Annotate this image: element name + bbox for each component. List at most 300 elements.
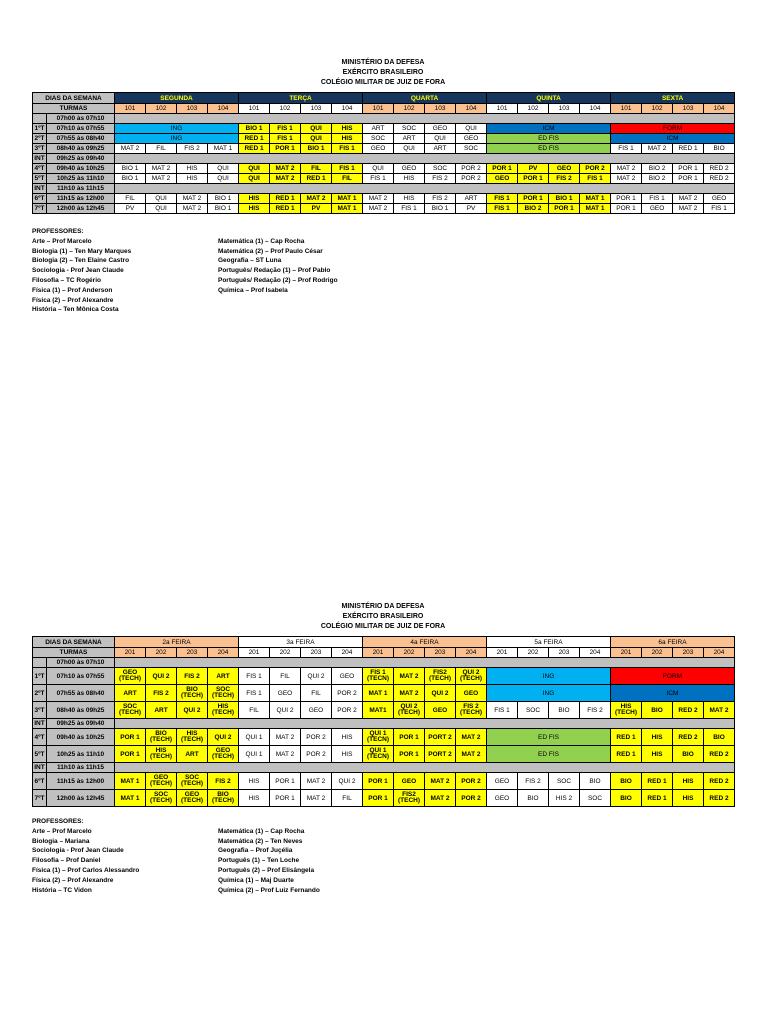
professor-entry: Matemática (1) – Cap Rocha bbox=[218, 827, 305, 835]
table-cell: 10h25 às 11h10 bbox=[47, 174, 115, 184]
table-cell: FIS 1 bbox=[487, 194, 518, 204]
professors-right-column bbox=[218, 817, 618, 895]
table-cell: 203 bbox=[425, 648, 456, 658]
professor-entry: Matemática (2) – Ten Neves bbox=[218, 837, 303, 845]
table-cell: ART bbox=[177, 746, 208, 763]
table-cell: 1ºT bbox=[33, 668, 47, 685]
table-cell: FIL bbox=[332, 790, 363, 807]
table-cell: 103 bbox=[425, 104, 456, 114]
table-cell: TURMAS bbox=[33, 648, 115, 658]
table-cell: BIO (TECH) bbox=[146, 729, 177, 746]
table-cell: 09h25 às 09h40 bbox=[47, 154, 115, 164]
table-cell: FIS 2 bbox=[549, 174, 580, 184]
table-row bbox=[33, 204, 735, 214]
professors-left-list bbox=[32, 237, 218, 315]
header-line-army: EXÉRCITO BRASILEIRO bbox=[342, 613, 424, 620]
table-cell: BIO bbox=[611, 790, 642, 807]
table-cell: FORM bbox=[611, 124, 735, 134]
table-cell: RED 1 bbox=[642, 790, 673, 807]
table-cell: GEO bbox=[487, 773, 518, 790]
table-cell: 09h40 às 10h25 bbox=[47, 164, 115, 174]
table-cell: 204 bbox=[704, 648, 735, 658]
table-cell: FIL bbox=[332, 174, 363, 184]
table-cell: MAT1 bbox=[363, 702, 394, 719]
table-cell: 3a FEIRA bbox=[239, 637, 363, 648]
table-cell: 201 bbox=[239, 648, 270, 658]
table-cell: 5a FEIRA bbox=[487, 637, 611, 648]
table-cell: QUI 1 (TECN) bbox=[363, 729, 394, 746]
table-cell: FIS 2 bbox=[580, 702, 611, 719]
table-cell: FIS 2 bbox=[146, 685, 177, 702]
table-cell: SOC bbox=[394, 124, 425, 134]
table-cell: HIS bbox=[394, 194, 425, 204]
table-cell: QUI 2 bbox=[301, 668, 332, 685]
table-cell: GEO bbox=[487, 174, 518, 184]
header-line-army: EXÉRCITO BRASILEIRO bbox=[342, 69, 424, 76]
table-cell: MAT 2 bbox=[363, 204, 394, 214]
table-cell: QUI 2 (TECH) bbox=[394, 702, 425, 719]
table-cell: RED 2 bbox=[704, 174, 735, 184]
table-cell: MAT 2 bbox=[394, 668, 425, 685]
table-cell: 102 bbox=[518, 104, 549, 114]
table-cell: BIO 2 bbox=[518, 204, 549, 214]
table-cell: 4ºT bbox=[33, 729, 47, 746]
table-cell: 102 bbox=[270, 104, 301, 114]
table-cell: BIO bbox=[611, 773, 642, 790]
table-cell: FIS 1 bbox=[239, 668, 270, 685]
table-cell: 102 bbox=[394, 104, 425, 114]
table-cell: RED 2 bbox=[704, 790, 735, 807]
professor-entry: Química (2) – Prof Luiz Fernando bbox=[218, 886, 320, 894]
table-cell: FIS 1 bbox=[611, 144, 642, 154]
table-cell: POR 1 bbox=[673, 174, 704, 184]
table-cell: BIO 1 bbox=[549, 194, 580, 204]
table-cell: POR 2 bbox=[332, 702, 363, 719]
table-cell: RED 1 bbox=[642, 773, 673, 790]
table-cell bbox=[115, 154, 735, 164]
professor-entry: Física (2) – Prof Alexandre bbox=[32, 296, 114, 304]
table-cell: BIO bbox=[549, 702, 580, 719]
table-cell: MAT 2 bbox=[642, 144, 673, 154]
professor-entry: Física (1) – Prof Carlos Alessandro bbox=[32, 866, 140, 874]
table-cell: HIS bbox=[673, 773, 704, 790]
table-cell: SOC (TECH) bbox=[115, 702, 146, 719]
table-cell: BIO bbox=[673, 746, 704, 763]
table-cell: FIS 1 bbox=[332, 144, 363, 154]
table-cell: 202 bbox=[394, 648, 425, 658]
table-cell: RED 2 bbox=[673, 702, 704, 719]
table-cell: GEO bbox=[270, 685, 301, 702]
header-line-school: COLÉGIO MILITAR DE JUIZ DE FORA bbox=[320, 623, 446, 630]
table-cell: GEO bbox=[363, 144, 394, 154]
professors-right-list bbox=[218, 237, 618, 296]
table-cell: 5ºT bbox=[33, 746, 47, 763]
table-cell: MAT 2 bbox=[301, 194, 332, 204]
table-cell: QUI bbox=[394, 144, 425, 154]
table-cell: MAT 1 bbox=[580, 204, 611, 214]
table-cell: HIS bbox=[332, 746, 363, 763]
table-cell: QUI bbox=[456, 124, 487, 134]
table-cell: HIS bbox=[177, 174, 208, 184]
table-cell: QUI 2 (TECH) bbox=[456, 668, 487, 685]
table-cell: GEO bbox=[456, 685, 487, 702]
table-cell: SOC (TECH) bbox=[177, 773, 208, 790]
table-cell: GEO bbox=[549, 164, 580, 174]
table-cell: BIO bbox=[642, 702, 673, 719]
table-cell: POR 1 bbox=[394, 729, 425, 746]
table-cell: GEO bbox=[642, 204, 673, 214]
table-cell bbox=[33, 114, 47, 124]
table-cell: POR 2 bbox=[332, 685, 363, 702]
header-line-ministry: MINISTÉRIO DA DEFESA bbox=[341, 603, 425, 610]
table-cell: 12h00 às 12h45 bbox=[47, 204, 115, 214]
table-cell: 101 bbox=[115, 104, 146, 114]
table-cell: MAT 1 bbox=[332, 204, 363, 214]
table-body bbox=[33, 637, 735, 807]
table-cell: 204 bbox=[456, 648, 487, 658]
table-cell: PORT 2 bbox=[425, 746, 456, 763]
table-cell: ING bbox=[487, 668, 611, 685]
table-row bbox=[33, 144, 735, 154]
table-cell: FIS 2 bbox=[177, 144, 208, 154]
table-cell: GEO bbox=[394, 164, 425, 174]
table-cell: QUI bbox=[239, 164, 270, 174]
schedule-section-second-grade bbox=[32, 602, 734, 895]
professor-entry: Sociologia - Prof Jean Claude bbox=[32, 267, 124, 275]
table-cell: POR 1 bbox=[673, 164, 704, 174]
table-cell: 3ºT bbox=[33, 702, 47, 719]
table-cell: 101 bbox=[239, 104, 270, 114]
table-cell: DIAS DA SEMANA bbox=[33, 93, 115, 104]
table-cell: 102 bbox=[642, 104, 673, 114]
document-header bbox=[32, 58, 734, 88]
table-cell: FIS 2 bbox=[208, 773, 239, 790]
table-cell: INT bbox=[34, 720, 45, 727]
table-cell: SOC bbox=[580, 790, 611, 807]
table-cell: POR 2 bbox=[580, 164, 611, 174]
table-cell: TURMAS bbox=[33, 104, 115, 114]
table-cell bbox=[115, 763, 735, 773]
professor-entry: Sociologia - Prof Jean Claude bbox=[32, 847, 124, 855]
table-cell: SOC bbox=[549, 773, 580, 790]
table-cell: FIS2 (TECH) bbox=[425, 668, 456, 685]
table-cell: BIO bbox=[704, 729, 735, 746]
table-cell: HIS bbox=[332, 729, 363, 746]
table-cell: POR 1 bbox=[611, 194, 642, 204]
professors-left-column bbox=[32, 817, 218, 895]
professor-entry: Português (2) – Prof Elisângela bbox=[218, 866, 315, 874]
professor-entry: História – TC Vidon bbox=[32, 886, 92, 894]
table-cell: ART bbox=[363, 124, 394, 134]
table-cell: POR 1 bbox=[115, 746, 146, 763]
table-cell: 103 bbox=[177, 104, 208, 114]
table-cell: FIS 1 bbox=[332, 164, 363, 174]
table-cell: RED 1 bbox=[611, 746, 642, 763]
professor-entry: Matemática (1) – Cap Rocha bbox=[218, 237, 305, 245]
table-cell: HIS bbox=[239, 194, 270, 204]
table-cell: GEO (TECH) bbox=[177, 790, 208, 807]
table-cell: BIO bbox=[704, 144, 735, 154]
table-cell: 103 bbox=[549, 104, 580, 114]
document-header bbox=[32, 602, 734, 632]
table-cell: 104 bbox=[456, 104, 487, 114]
table-cell: QUI 2 bbox=[146, 668, 177, 685]
table-cell: MAT 1 bbox=[208, 144, 239, 154]
table-cell: ED FIS bbox=[487, 144, 611, 154]
table-row bbox=[33, 194, 735, 204]
table-cell: POR 1 bbox=[518, 194, 549, 204]
table-cell: QUINTA bbox=[487, 93, 611, 104]
table-cell: 09h40 às 10h25 bbox=[47, 729, 115, 746]
table-row bbox=[33, 658, 735, 668]
professors-block bbox=[32, 817, 734, 895]
table-cell: MAT 1 bbox=[115, 773, 146, 790]
table-cell: FIS 1 bbox=[363, 174, 394, 184]
table-cell: QUI 1 bbox=[239, 746, 270, 763]
table-cell: MAT 2 bbox=[425, 773, 456, 790]
table-cell: MAT 2 bbox=[673, 194, 704, 204]
table-cell: QUI 1 (TECN) bbox=[363, 746, 394, 763]
table-cell: 07h00 às 07h10 bbox=[47, 114, 115, 124]
table-cell: 07h55 às 08h40 bbox=[47, 134, 115, 144]
table-cell: HIS bbox=[177, 164, 208, 174]
table-cell: PV bbox=[115, 204, 146, 214]
table-cell: HIS bbox=[332, 134, 363, 144]
table-cell: INT bbox=[34, 185, 45, 192]
table-row bbox=[33, 104, 735, 114]
table-cell: RED 2 bbox=[704, 746, 735, 763]
table-cell: 11h15 às 12h00 bbox=[47, 194, 115, 204]
table-cell: MAT 2 bbox=[394, 685, 425, 702]
table-cell: POR 1 bbox=[270, 790, 301, 807]
professors-left-column bbox=[32, 227, 218, 315]
table-cell: 104 bbox=[332, 104, 363, 114]
table-cell: GEO (TECH) bbox=[208, 746, 239, 763]
table-cell: 104 bbox=[704, 104, 735, 114]
table-cell: 6ºT bbox=[33, 773, 47, 790]
professor-entry: Geografia – Prof Juçélia bbox=[218, 847, 293, 855]
table-cell: HIS bbox=[642, 729, 673, 746]
table-cell: HIS bbox=[239, 790, 270, 807]
table-cell: 1ºT bbox=[33, 124, 47, 134]
table-cell: ICM bbox=[611, 134, 735, 144]
table-cell: 07h55 às 08h40 bbox=[47, 685, 115, 702]
table-cell: 202 bbox=[270, 648, 301, 658]
table-cell: BIO 1 bbox=[115, 174, 146, 184]
header-line-ministry: MINISTÉRIO DA DEFESA bbox=[341, 59, 425, 66]
table-cell: GEO bbox=[301, 702, 332, 719]
table-cell: 202 bbox=[146, 648, 177, 658]
table-cell: POR 1 bbox=[363, 773, 394, 790]
table-cell: HIS (TECH) bbox=[146, 746, 177, 763]
table-cell: MAT 2 bbox=[146, 164, 177, 174]
table-cell: QUI 2 bbox=[177, 702, 208, 719]
table-cell: GEO (TECH) bbox=[146, 773, 177, 790]
table-cell: FIL bbox=[270, 668, 301, 685]
table-cell: QUI bbox=[363, 164, 394, 174]
schedule-section-first-grade bbox=[32, 58, 734, 315]
table-cell: BIO 1 bbox=[239, 124, 270, 134]
professor-entry: Biologia – Mariana bbox=[32, 837, 90, 845]
table-row bbox=[33, 773, 735, 790]
table-cell bbox=[115, 184, 735, 194]
table-cell: GEO bbox=[487, 790, 518, 807]
table-row bbox=[33, 164, 735, 174]
table-cell: ART bbox=[146, 702, 177, 719]
table-cell: MAT 2 bbox=[301, 773, 332, 790]
table-cell: FORM bbox=[611, 668, 735, 685]
table-cell: ART bbox=[394, 134, 425, 144]
table-cell: PV bbox=[518, 164, 549, 174]
table-cell: FIS 2 bbox=[518, 773, 549, 790]
table-cell: 201 bbox=[363, 648, 394, 658]
professor-entry: Matemática (2) – Prof Paulo César bbox=[218, 247, 323, 255]
table-cell: FIS 1 bbox=[270, 124, 301, 134]
table-cell: 203 bbox=[549, 648, 580, 658]
table-cell: DIAS DA SEMANA bbox=[33, 637, 115, 648]
professor-entry: Física (2) – Prof Alexandre bbox=[32, 876, 114, 884]
table-cell: FIS2 (TECH) bbox=[394, 790, 425, 807]
professor-entry: Português/ Redação (1) – Prof Pablo bbox=[218, 267, 331, 275]
table-cell: MAT 2 bbox=[301, 790, 332, 807]
table-cell: HIS bbox=[673, 790, 704, 807]
professors-title: PROFESSORES: bbox=[32, 228, 84, 235]
table-cell: 08h40 às 09h25 bbox=[47, 144, 115, 154]
table-cell: QUI bbox=[146, 204, 177, 214]
table-cell: BIO 2 bbox=[642, 174, 673, 184]
table-row bbox=[33, 93, 735, 104]
table-cell: MAT 2 bbox=[177, 194, 208, 204]
table-cell: GEO bbox=[425, 702, 456, 719]
schedule-table bbox=[32, 636, 735, 807]
table-body bbox=[33, 93, 735, 214]
table-cell: 204 bbox=[208, 648, 239, 658]
table-cell: POR 1 bbox=[270, 144, 301, 154]
table-cell: HIS 2 bbox=[549, 790, 580, 807]
table-cell: 11h15 às 12h00 bbox=[47, 773, 115, 790]
table-cell: ING bbox=[487, 685, 611, 702]
table-cell: GEO bbox=[332, 668, 363, 685]
table-cell: QUI 2 bbox=[332, 773, 363, 790]
table-cell: FIL bbox=[301, 164, 332, 174]
table-cell: BIO 2 bbox=[642, 164, 673, 174]
table-row bbox=[33, 134, 735, 144]
table-cell: 7ºT bbox=[33, 790, 47, 807]
professors-title: PROFESSORES: bbox=[32, 818, 84, 825]
table-row bbox=[33, 184, 735, 194]
professor-entry: Filosofia – Prof Daniel bbox=[32, 857, 101, 865]
table-cell: 07h10 às 07h55 bbox=[47, 124, 115, 134]
table-row bbox=[33, 668, 735, 685]
table-cell: FIS 1 bbox=[394, 204, 425, 214]
professor-entry: Química (1) – Maj Duarte bbox=[218, 876, 294, 884]
table-cell bbox=[33, 658, 47, 668]
table-cell: GEO bbox=[394, 773, 425, 790]
table-cell: 5ºT bbox=[33, 174, 47, 184]
table-row bbox=[33, 174, 735, 184]
table-cell: RED 2 bbox=[704, 773, 735, 790]
table-cell: MAT 1 bbox=[580, 194, 611, 204]
table-cell: 2ºT bbox=[33, 134, 47, 144]
table-cell: SOC bbox=[363, 134, 394, 144]
table-cell: BIO 1 bbox=[208, 194, 239, 204]
table-cell: HIS (TECH) bbox=[208, 702, 239, 719]
table-cell: FIL bbox=[239, 702, 270, 719]
table-cell: RED 2 bbox=[673, 729, 704, 746]
table-cell: ED FIS bbox=[487, 746, 611, 763]
table-cell: 10h25 às 11h10 bbox=[47, 746, 115, 763]
table-cell: FIS 1 bbox=[704, 204, 735, 214]
table-cell: BIO 1 bbox=[301, 144, 332, 154]
table-cell: QUI bbox=[425, 134, 456, 144]
table-cell: FIS 1 bbox=[580, 174, 611, 184]
table-cell: ED FIS bbox=[487, 134, 611, 144]
table-cell: POR 2 bbox=[301, 729, 332, 746]
table-cell: FIS 1 bbox=[487, 702, 518, 719]
table-cell: FIS 1 bbox=[239, 685, 270, 702]
table-cell: FIS 1 bbox=[642, 194, 673, 204]
table-cell: FIL bbox=[301, 685, 332, 702]
table-cell: INT bbox=[34, 764, 45, 771]
table-cell: QUARTA bbox=[363, 93, 487, 104]
table-cell: POR 1 bbox=[518, 174, 549, 184]
professor-entry: Física (1) – Prof Anderson bbox=[32, 286, 113, 294]
table-cell: ART bbox=[425, 144, 456, 154]
table-cell: FIS 2 bbox=[425, 194, 456, 204]
table-cell: QUI bbox=[301, 134, 332, 144]
table-cell: QUI bbox=[239, 174, 270, 184]
table-cell: HIS bbox=[239, 204, 270, 214]
table-cell bbox=[115, 114, 735, 124]
table-cell: 7ºT bbox=[33, 204, 47, 214]
table-cell: 08h40 às 09h25 bbox=[47, 702, 115, 719]
table-cell: MAT 2 bbox=[177, 204, 208, 214]
table-row bbox=[33, 648, 735, 658]
table-cell: MAT 1 bbox=[115, 790, 146, 807]
table-cell: 2a FEIRA bbox=[115, 637, 239, 648]
table-cell: SEXTA bbox=[611, 93, 735, 104]
table-cell: FIS 2 bbox=[425, 174, 456, 184]
table-cell: FIS 1 (TECN) bbox=[363, 668, 394, 685]
table-cell: HIS bbox=[394, 174, 425, 184]
table-cell: QUI 2 bbox=[425, 685, 456, 702]
table-cell: QUI bbox=[301, 124, 332, 134]
table-cell: ART bbox=[208, 668, 239, 685]
table-cell: INT bbox=[34, 155, 45, 162]
table-cell: SOC (TECH) bbox=[146, 790, 177, 807]
table-cell: MAT 2 bbox=[270, 746, 301, 763]
table-cell: PORT 2 bbox=[425, 729, 456, 746]
table-cell: GEO bbox=[456, 134, 487, 144]
table-cell: HIS bbox=[239, 773, 270, 790]
table-cell: POR 2 bbox=[456, 174, 487, 184]
table-cell: SOC bbox=[425, 164, 456, 174]
table-cell: MAT 2 bbox=[270, 729, 301, 746]
table-cell: SEGUNDA bbox=[115, 93, 239, 104]
table-cell: BIO (TECH) bbox=[208, 790, 239, 807]
table-cell: POR 1 bbox=[115, 729, 146, 746]
professor-entry: Biologia (1) – Ten Mary Marques bbox=[32, 247, 132, 255]
table-cell: MAT 2 bbox=[270, 174, 301, 184]
table-cell: BIO 1 bbox=[115, 164, 146, 174]
professor-entry: Português/ Redação (2) – Prof Rodrigo bbox=[218, 276, 338, 284]
table-cell: 4ºT bbox=[33, 164, 47, 174]
table-row bbox=[33, 154, 735, 164]
professor-entry: Filosofia – TC Rogério bbox=[32, 276, 101, 284]
table-cell: POR 1 bbox=[611, 204, 642, 214]
table-cell: 6a FEIRA bbox=[611, 637, 735, 648]
table-cell: POR 2 bbox=[301, 746, 332, 763]
